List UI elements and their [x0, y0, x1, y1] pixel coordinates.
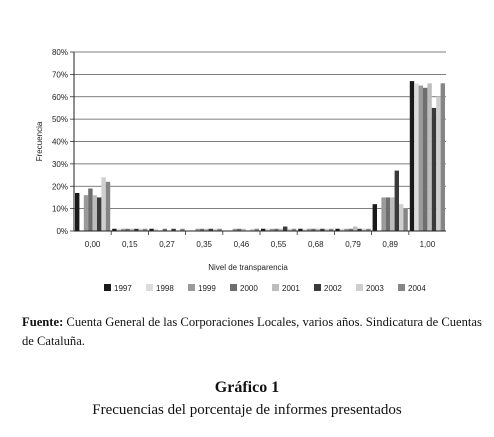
bar [381, 197, 385, 231]
bar [399, 204, 403, 231]
y-tick-label: 70% [51, 70, 68, 80]
bar [423, 88, 427, 231]
legend-label: 2003 [366, 284, 384, 293]
bar [84, 195, 88, 231]
bar [353, 227, 357, 231]
legend-swatch [188, 284, 195, 291]
bar [441, 83, 445, 231]
x-tick-label: 0,68 [308, 240, 324, 249]
bar [403, 209, 407, 231]
legend-swatch [272, 284, 279, 291]
legend-swatch [314, 284, 321, 291]
bar [75, 193, 79, 231]
y-axis-label: Frecuencia [35, 121, 44, 162]
source-label: Fuente: [22, 315, 64, 329]
legend-swatch [398, 284, 405, 291]
x-tick-label: 0,35 [196, 240, 212, 249]
legend-label: 2000 [240, 284, 258, 293]
legend-label: 2004 [408, 284, 426, 293]
source-note [22, 313, 482, 351]
bar [390, 197, 394, 231]
x-tick-label: 0,89 [382, 240, 398, 249]
bar [427, 83, 431, 231]
legend-swatch [230, 284, 237, 291]
y-tick-label: 50% [51, 115, 68, 125]
bar [395, 171, 399, 231]
figure-label: Gráfico 1 [214, 379, 280, 396]
bar [283, 227, 287, 231]
bar [414, 83, 418, 231]
bar [410, 81, 414, 231]
x-tick-label: 0,27 [159, 240, 175, 249]
x-tick-label: 0,46 [233, 240, 250, 249]
y-tick-label: 20% [51, 182, 68, 192]
legend-label: 2001 [282, 284, 300, 293]
y-tick-label: 40% [51, 137, 68, 147]
legend-label: 1997 [114, 284, 132, 293]
y-tick-label: 60% [51, 92, 68, 102]
x-tick-label: 0,15 [122, 240, 138, 249]
bar [106, 182, 110, 231]
y-tick-label: 0% [56, 227, 68, 236]
legend-swatch [104, 284, 111, 291]
legend-label: 1998 [156, 284, 174, 293]
x-axis-label: Nivel de transparencia [208, 263, 288, 272]
legend-label: 2002 [324, 284, 342, 293]
bar [373, 204, 377, 231]
legend-label: 1999 [198, 284, 216, 293]
y-tick-label: 30% [51, 159, 68, 169]
bar [386, 197, 390, 231]
bar [97, 197, 101, 231]
x-tick-label: 0,00 [84, 240, 101, 249]
bar [419, 86, 423, 231]
figure-title: Frecuencias del porcentaje de informes presentados [92, 402, 402, 418]
y-tick-label: 80% [51, 48, 68, 57]
x-tick-label: 1,00 [419, 240, 436, 249]
bar [88, 188, 92, 231]
bar [432, 108, 436, 231]
x-axis-ticks [85, 231, 436, 249]
legend-swatch [356, 284, 363, 291]
legend-swatch [146, 284, 153, 291]
x-tick-label: 0,55 [270, 240, 287, 249]
bar [436, 97, 440, 231]
chart-legend [104, 284, 426, 293]
x-tick-label: 0,79 [345, 240, 361, 249]
y-tick-label: 10% [51, 204, 68, 214]
bar [93, 195, 97, 231]
source-text: Cuenta General de las Corporaciones Locales, varios años. Sindicatura de Cuentas de Cataluña. [22, 315, 482, 348]
chart-grid [74, 52, 446, 209]
y-axis-ticks [52, 48, 74, 236]
bar [101, 177, 105, 231]
